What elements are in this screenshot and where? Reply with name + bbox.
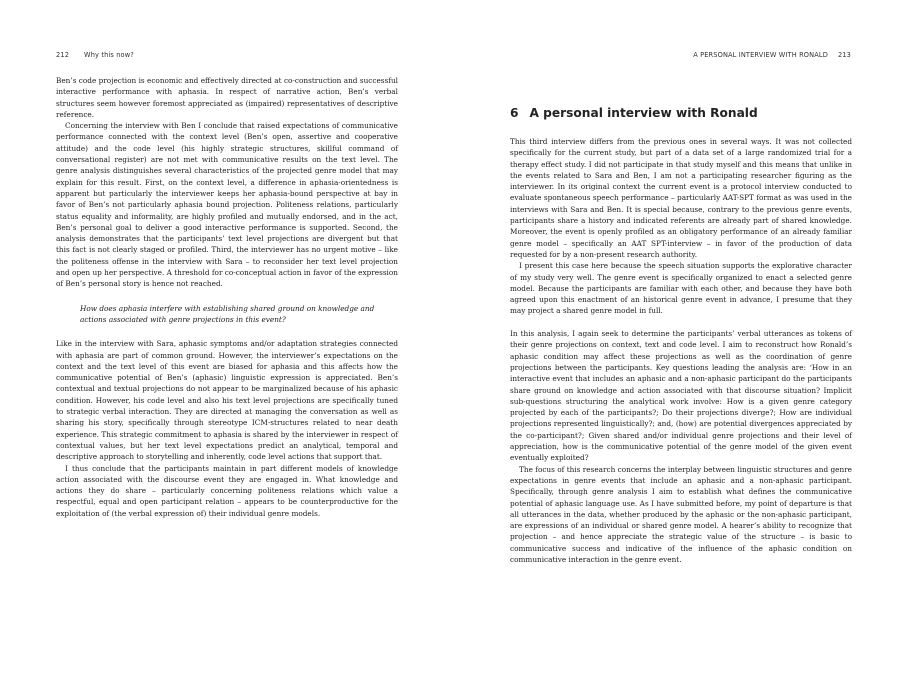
chapter-heading — [510, 106, 758, 120]
chapter-number: 6 — [510, 106, 519, 120]
paragraph: I present this case here because the speech situation supports the explorative character of my study very well. The genre event is specifically organized to enact a selected genre model. Because the participants are familiar with each other, and because they have both agreed upon this enactment of an historical genre event in advance, I presume that they may project a shared genre model in full. — [510, 261, 852, 316]
left-running-head — [56, 51, 134, 61]
paragraph: I thus conclude that the participants maintain in part different models of knowledge action associated with the discourse event they are engaged in. What knowledge and actions they do share – particularly concerning politeness relations which value a respectful, equal and open participant relation – appears to be counterproductive for the exploitation of (the verbal expression of) their individual genre models. — [56, 463, 398, 518]
left-page — [0, 0, 453, 680]
paragraph: This third interview differs from the previous ones in several ways. It was not collected specifically for the current study, but part of a data set of a large randomized trial for a therapy effect study. I did not participate in that study myself and this means that unlike in the events related to Sara and Ben, I am not a participating researcher figuring as the interviewer. In its original context the current event is a protocol interview conducted to evaluate spontaneous speech performance – particularly AAT-SPT format as was used in the interviews with Sara and Ben. It is special because, contrary to the previous genre events, participants share a history and indicated referents are already part of shared knowledge. Moreover, the event is openly profiled as an obligatory performance of an already familiar genre model – specifically an AAT SPT-interview – in favor of the production of data requested for by a non-present research authority. — [510, 137, 852, 259]
paragraph: Like in the interview with Sara, aphasic symptoms and/or adaptation strategies connected with aphasia are part of common ground. However, the interviewer’s expectations on the context and the text level of this event are biased for aphasia and this affects how the communicative potential of Ben’s (aphasic) linguistic expression is appreciated. Ben’s contextual and textual projections do not appear to be marginalized because of his aphasic condition. However, his code level and also his text level projections are specifically tuned to strategic verbal interaction. They are directed at managing the conversation as well as sharing his story, specifically through stereotype ICM-structures related to near death experience. This strategic commitment to aphasia is shared by the interviewer in respect of contextual values, but her text level expectations predict an analytical, temporal and descriptive approach to storytelling and inherently, code level actions that support that. — [56, 339, 398, 462]
right-running-head — [693, 51, 851, 61]
paragraph: Concerning the interview with Ben I conclude that raised expectations of communicative performance connected with the context level (Ben’s open, assertive and cooperative attitude) and the code level (his highly strategic structures, skillful command of conversational register) are not met with communicative results on the text level. The genre analysis distinguishes several characteristics of the projected genre model that may explain for this result. First, on the context level, a difference in aphasia-orientedness is apparent but particularly the interviewer keeps her aphasia-bound perspective at bay in favor of Ben’s not particularly aphasia bound projection. Politeness relations, particularly status equality and informality, are highly profiled and mutually endorsed, and in the act, Ben’s personal goal to deliver a good interactive performance is supported. Second, the analysis demonstrates that the participants’ text level projections are divergent but that this fact is not clearly staged or profiled. Third, the interviewer has no urgent motive – like the politeness offense in the interview with Sara – to reconsider her text level projection and open up her perspective. A threshold for co-conceptual action in favor of the expression of Ben’s personal story is hence not reached. — [56, 121, 398, 289]
research-question: How does aphasia interfere with establishing shared ground on knowledge and actions associated with genre projections in this event? — [80, 303, 375, 324]
left-page-number: 212 — [56, 51, 70, 59]
left-text-block — [56, 75, 398, 519]
chapter-title: A personal interview with Ronald — [529, 106, 758, 120]
right-running-title: A PERSONAL INTERVIEW WITH RONALD — [693, 51, 828, 59]
paragraph: In this analysis, I again seek to determine the participants’ verbal utterances as tokens of their genre projections on context, text and code level. I aim to reconstruct how Ronald’s aphasic condition may affect these projections as well as the coordination of genre projections between the participants. Key questions leading the analysis are: ‘How in an interactive event that includes an aphasic and a non-aphasic participant do the participants share ground on knowledge and action associated with that discourse situation? Implicit sub-questions structuring the analytical work involve: How is a given genre category projected by each of the participants?; Do their projections diverge?; How are individual projections represented linguistically?; and, (how) are potential divergences appreciated by the co-participant?; Given shared and/or individual genre projections and their level of appreciation, how is the communicative potential of the genre model of the given event eventually exploited? — [510, 329, 852, 463]
paragraph: The focus of this research concerns the interplay between linguistic structures and genre expectations in genre events that include an aphasic and a non-aphasic participant. Specifically, through genre analysis I aim to establish what defines the communicative potential of aphasic language use. As I have submitted before, my point of departure is that all utterances in the data, whether produced by the aphasic or the non-aphasic participant, are expressions of an individual or shared genre model. A hearer’s ability to recognize that projection – and hence appreciate the strategic value of the structure – is basic to communicative success and indicative of the influence of the aphasic condition on communicative interaction in the genre event. — [510, 464, 852, 564]
right-text-block — [510, 136, 852, 565]
left-running-title: Why this now? — [84, 51, 134, 59]
right-page — [454, 0, 907, 680]
paragraph: Ben’s code projection is economic and effectively directed at co-construction and successful interactive performance with aphasia. In respect of narrative action, Ben’s verbal structures seem however foremost appreciated as (impaired) representatives of descriptive reference. — [56, 76, 398, 119]
right-page-number: 213 — [837, 51, 851, 59]
